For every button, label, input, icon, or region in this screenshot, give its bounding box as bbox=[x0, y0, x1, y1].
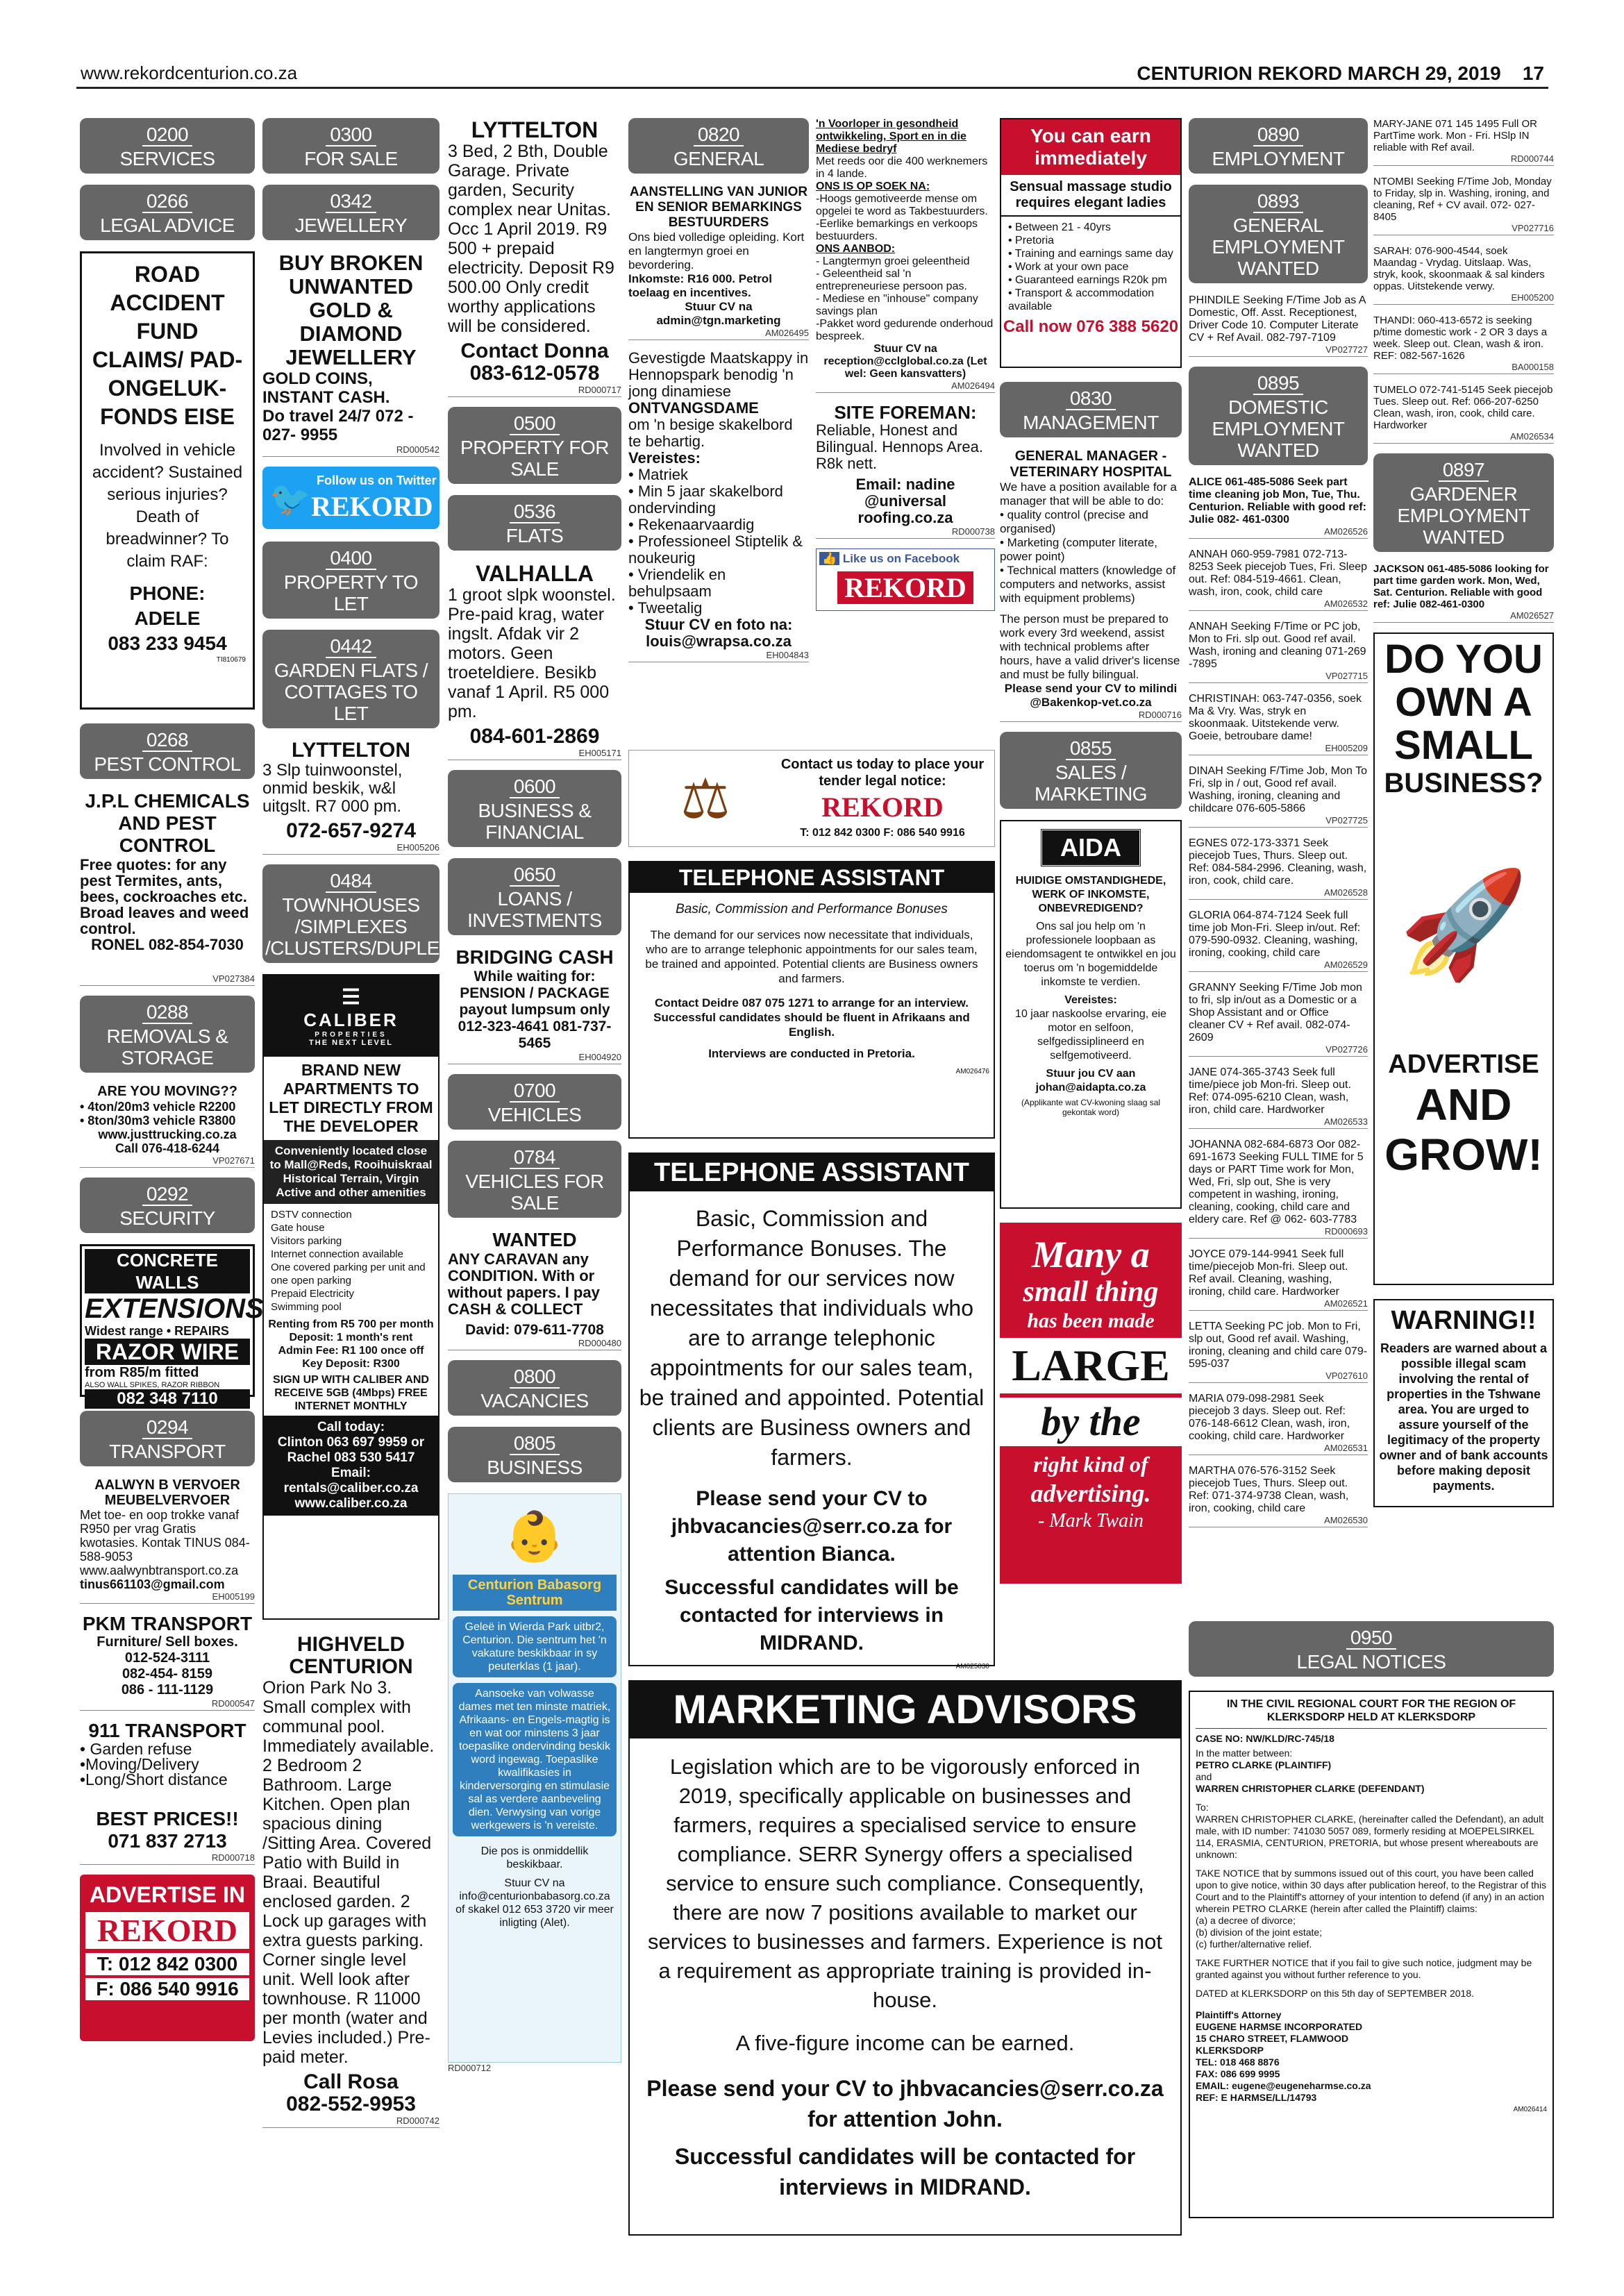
small-business-ad: DO YOU OWN A SMALL BUSINESS? 🚀 ADVERTISE AND GROW! bbox=[1373, 632, 1554, 1285]
category-townhouses: 0484 TOWNHOUSES /SIMPLEXES /CLUSTERS/DUPLEXES bbox=[262, 864, 440, 963]
column-8: MARY-JANE 071 145 1495 Full OR PartTime work. Mon - Fri. HSlp IN reliable with Ref avail. RD000744 NTOMBI Seeking F/Time Job, Monday to Friday, slp in. Washing, ironing, and cleaning, Ref + CV avail. 072- 027-8405 VP027716 SARAH: 076-900-4544, soek Maandag - Vrydag. Uitslaap. Was, stryk, kook, skoonmaak & sal kinders oppas. Uitstekende verwy. EH005200 THANDI: 060-413-6572 is seeking p/time domestic work - 2 OR 3 days a week. Sleep out. Clean, wash & iron. REF: 082-567-1626 BA000158 TUMELO 072-741-5145 Seek piecejob Tues. Sleep out. Ref: 066-207-6250 Clean, wash, iron, cook, child care. Hardworker AM026534 0897 GARDENER EMPLOYMENT WANTED JACKSON 061-485-5086 looking for part time garden work. Mon, Wed, Sat. Centurion. Reliable with good ref: Julie 082-461-0300 AM026527 DO YOU OWN A SMALL BUSINESS? 🚀 ADVERTISE AND GROW! WARNING!! Readers are warned about a possible illegal scam involving the rental of properties in the Tshwane area. You are urged to assure yourself of the legitimacy of the property owner and of bank accounts before making deposit payments. bbox=[1373, 118, 1554, 1521]
aida-logo: AIDA bbox=[1040, 828, 1141, 867]
facebook-like-ad[interactable]: 👍 Like us on Facebook REKORD bbox=[816, 548, 995, 611]
babasorg-ad: 👶 Centurion Babasorg Sentrum Geleë in Wierda Park uitbr2, Centurion. Die sentrum het 'n vakature beskikbaar in sy peuterklas (1 jaar). Aansoeke van volwasse dames met ten minste matriek, Afrikaans- en Engels-magtig is en wat oor minstens 3 jaar toepaslike ondervinding beskik word ingewag. Toepaslike kwalifikasies in kinderversorging en stimulasie sal as verdere aanbeveling dien. Verwysing van vorige werkgewers is 'n vereiste. Die pos is onmiddellik beskikbaar. Stuur CV na info@centurionbabasorg.co.za of skakel 012 653 3720 vir meer inligting (Alet). bbox=[448, 1493, 621, 2063]
category-business-financial: 0600 BUSINESS & FINANCIAL bbox=[448, 770, 621, 847]
site-url[interactable]: www.rekordcenturion.co.za bbox=[81, 62, 298, 83]
caliber-email[interactable]: Email: rentals@caliber.co.za www.caliber.co.za bbox=[283, 1466, 419, 1511]
businessman-rocket-icon: 🚀 bbox=[1398, 866, 1529, 982]
category-jewellery: 0342 JEWELLERY bbox=[262, 185, 440, 240]
aida-ad: AIDA HUIDIGE OMSTANDIGHEDE, WERK OF INKOMSTE, ONBEVREDIGEND? Ons sal jou help om 'n professionele loopbaan as eiendomsagent te ontwikkel en jou toerus om 'n bogemiddelde inkomste te verdien. Vereistes: 10 jaar naskoolse ervaring, eie motor en selfoon, selfgedissiplineerd en selfgemotiveerd. Stuur jou CV aan johan@aidapta.co.za (Applikante wat CV-kwoning slaag sal gekontak word) bbox=[1000, 820, 1182, 1209]
raf-phone[interactable]: 083 233 9454 bbox=[108, 632, 227, 654]
caliber-logo-icon: ☰ bbox=[342, 986, 360, 1009]
category-legal-notices: 0950 LEGAL NOTICES bbox=[1189, 1621, 1554, 1677]
category-flats: 0536 FLATS bbox=[448, 495, 621, 551]
court-notice: IN THE CIVIL REGIONAL COURT FOR THE REGION OF KLERKSDORP HELD AT KLERKSDORP CASE NO: NW/KLD/RC-745/18 In the matter between: PETRO CLARKE (PLAINTIFF) and WARREN CHRISTOPHER CLARKE (DEFENDANT) To: WARREN CHRISTOPHER CLARKE, (hereinafter called the Defendant), an adult male, with ID number: 741030 5057 089, formerly residing at MOEPELSIRKEL 114, ERASMIA, CENTURION, PRETORIA, but whose present whereabouts are unknown: TAKE NOTICE that by summons issued out of this court, you have been called upon to give notice, within 30 days after publication hereof, to the Registrar of this Court and to the Plaintiff's attorney of your intention to defend (if any) in an action wherein PETRO CLARKE (herein after called the Plaintiff) claims: (a) a decree of divorce; (b) division of the joint estate; (c) further/alternative relief. TAKE FURTHER NOTICE that if you fail to give such notice, judgment may be granted against you without further reference to you. DATED at KLERKSDORP on this 5th day of SEPTEMBER 2018. Plaintiff's Attorney EUGENE HARMSE INCORPORATED 15 CHARO STREET, FLAMWOOD KLERKSDORP TEL: 018 468 8876 FAX: 086 699 9995 EMAIL: eugene@eugeneharmse.co.za REF: E HARMSE/LL/14793 AM026414 bbox=[1189, 1691, 1554, 2218]
massage-studio-ad: You can earn immediately Sensual massage studio requires elegant ladies • Between 21 - 40yrs • Pretoria • Training and earnings same day • Work at your own pace • Guaranteed earnings R20k pm • Transport & accommodation available Call now 076 388 5620 bbox=[1000, 118, 1182, 368]
category-general-employment-wanted: 0893 GENERAL EMPLOYMENT WANTED bbox=[1189, 185, 1368, 283]
column-6: You can earn immediately Sensual massage studio requires elegant ladies • Between 21 - 40yrs • Pretoria • Training and earnings same day • Work at your own pace • Guaranteed earnings R20k pm • Transport & accommodation available Call now 076 388 5620 0830 MANAGEMENT GENERAL MANAGER - VETERINARY HOSPITAL We have a position available for a manager that will be able to do: • quality control (precise and organised) • Marketing (computer literate, power point) • Technical matters (knowledge of computers and networks, assist with equipment problems) The person must be prepared to work every 3rd weekend, assist with technical problems after hours, have a valid driver's license and must be fully bilingual. Please send your CV to milindi @Bakenkop-vet.co.za RD000716 0855 SALES / MARKETING AIDA HUIDIGE OMSTANDIGHEDE, WERK OF INKOMSTE, ONBEVREDIGEND? Ons sal jou help om 'n professionele loopbaan as eiendomsagent te ontwikkel en jou toerus om 'n bogemiddelde inkomste te verdien. Vereistes: 10 jaar naskoolse ervaring, eie motor en selfoon, selfgedissiplineerd en selfgemotiveerd. Stuur jou CV aan johan@aidapta.co.za (Applikante wat CV-kwoning slaag sal gekontak word) Many a small thing has been made LARGE by the right kind of advertising. - Mark Twain bbox=[1000, 118, 1182, 1584]
twitter-bird-icon: 🐦 bbox=[269, 481, 311, 518]
category-domestic-employment-wanted: 0895 DOMESTIC EMPLOYMENT WANTED bbox=[1189, 367, 1368, 465]
marketing-advisors-ad: MARKETING ADVISORS Legislation which are to be vigorously enforced in 2019, specifically applicable on businesses and farmers, requires a specialised service to ensure compliance. SERR Synergy offers a specialised service to ensure such compliance. Consequently, there are now 7 positions available to market our services to businesses and farmers. Experience is not a requirement as appropriate training is provided in-house. A five-figure income can be earned. Please send your CV to jhbvacancies@serr.co.za for attention John. Successful candidates will be contacted for interviews in MIDRAND. bbox=[628, 1680, 1182, 2236]
category-gardener-employment-wanted: 0897 GARDENER EMPLOYMENT WANTED bbox=[1373, 453, 1554, 552]
raf-ad: ROAD ACCIDENT FUND CLAIMS/ PAD-ONGELUK-FONDS EISE Involved in vehicle accident? Sustained serious injuries? Death of breadwinner? To claim RAF: PHONE: ADELE 083 233 9454 TI810679 bbox=[80, 251, 255, 710]
category-removals: 0288 REMOVALS & STORAGE bbox=[80, 996, 255, 1073]
razor-phone[interactable]: 082 348 7110 bbox=[85, 1389, 250, 1409]
category-garden-flats: 0442 GARDEN FLATS / COTTAGES TO LET bbox=[262, 630, 440, 728]
category-sales-marketing: 0855 SALES / MARKETING bbox=[1000, 732, 1182, 809]
razor-wire-ad: CONCRETE WALLS EXTENSIONS Widest range • REPAIRS RAZOR WIRE from R85/m fitted ALSO WALL SPIKES, RAZOR RIBBON 082 348 7110 bbox=[80, 1244, 255, 1397]
warning-notice: WARNING!! Readers are warned about a possible illegal scam involving the rental of properties in the Tshwane area. You are urged to assure yourself of the legitimacy of the property owner and of bank accounts before making deposit payments. bbox=[1373, 1299, 1554, 1507]
category-security: 0292 SECURITY bbox=[80, 1178, 255, 1233]
page-header bbox=[76, 61, 1548, 89]
category-vehicles-for-sale: 0784 VEHICLES FOR SALE bbox=[448, 1141, 621, 1218]
column-4: 0820 GENERAL AANSTELLING VAN JUNIOR EN SENIOR BEMARKINGS BESTUURDERS Ons bied volledige opleiding. Kort en langtermyn groei en bevordering. Inkomste: R16 000. Petrol toelaag en incentives. Stuur CV na admin@tgn.marketing AM026495 Gevestigde Maatskappy in Hennopspark benodig 'n jong dinamiese ONTVANGSDAME om 'n besige skakelbord te behartig. Vereistes: • Matriek • Min 5 jaar skakelbord ondervinding • Rekenaarvaardig • Professioneel Stiptelik & noukeurig • Vriendelik en behulpsaam • Tweetalig Stuur CV en foto na: louis@wrapsa.co.za EH004843 bbox=[628, 118, 809, 672]
column-5: 'n Voorloper in gesondheid ontwikkeling, Sport en in die Mediese bedryf Met reeds oor die 400 werknemers in 4 lande. ONS IS OP SOEK NA: -Hoogs gemotiveerde mense om opgelei te word as Takbestuurders. -Eerlike bemarkings en verkoops bestuurders. ONS AANBOD: - Langtermyn groei geleentheid - Geleentheid sal 'n entrepreneuriese persoon pas. - Mediese en "inhouse" company savings plan -Pakket word gedurende onderhoud bespreek. Stuur CV na reception@cclglobal.co.za (Let wel: Geen kansvatters) AM026494 SITE FOREMAN: Reliable, Honest and Bilingual. Hennops Area. R8k nett. Email: nadine @universal roofing.co.za RD000738 👍 Like us on Facebook REKORD bbox=[816, 118, 995, 611]
category-management: 0830 MANAGEMENT bbox=[1000, 382, 1182, 437]
category-vacancies: 0800 VACANCIES bbox=[448, 1360, 621, 1416]
telephone-assistant-ad-1: TELEPHONE ASSISTANT Basic, Commission and Performance Bonuses The demand for our services now necessitate that individuals, who are to arrange telephonic appointments for our sales team, be trained and appointed. Potential clients are Business owners and farmers. Contact Deidre 087 075 1271 to arrange for an interview. Successful candidates should be fluent in Afrikaans and English. Interviews are conducted in Pretoria. AM026476 bbox=[628, 861, 995, 1139]
gavel-icon: ⚖ bbox=[680, 768, 730, 830]
category-vehicles: 0700 VEHICLES bbox=[448, 1074, 621, 1130]
masthead: CENTURION REKORD MARCH 29, 2019 17 bbox=[1137, 62, 1544, 84]
category-property-for-sale: 0500 PROPERTY FOR SALE bbox=[448, 407, 621, 484]
category-business: 0805 BUSINESS bbox=[448, 1427, 621, 1482]
twitter-follow-ad[interactable]: 🐦 Follow us on Twitter REKORD bbox=[262, 467, 440, 529]
mark-twain-ad: Many a small thing has been made LARGE by the right kind of advertising. - Mark Twain bbox=[1000, 1223, 1182, 1584]
baby-hands-icon: 👶 bbox=[504, 1509, 565, 1564]
column-7: 0890 EMPLOYMENT 0893 GENERAL EMPLOYMENT WANTED PHINDILE Seeking F/Time Job as A Domestic, Off. Asst. Receptionest, Driver Code 10. Computer Literate CV + Ref Avail. 082-797-7109 VP027727 0895 DOMESTIC EMPLOYMENT WANTED ALICE 061-485-5086 Seek part time cleaning job Mon, Tue, Thu. Centurion. Reliable with good ref: Julie 082- 461-0300 AM026526 ANNAH 060-959-7981 072-713-8253 Seek piecejob Tues, Fri. Sleep out. Ref: 084-519-4661. Clean, wash, iron, cook, child care AM026532 ANNAH Seeking F/Time or PC job, Mon to Fri. slp out. Good ref avail. Wash, ironing and cleaning 071-269 -7895 VP027715 CHRISTINAH: 063-747-0356, soek Ma & Vry. Was, stryk en skoonmaak. Uitstekende verw. Goeie, betroubare dame! EH005209 DINAH Seeking F/Time Job, Mon To Fri, slp in / out, Good ref avail. Washing, ironing, cleaning and childcare 076-605-5866 VP027725 EGNES 072-173-3371 Seek piecejob Tues, Thurs. Sleep out. Ref: 084-584-2996. Cleaning, wash, iron, cook, child care. AM026528 GLORIA 064-874-7124 Seek full time job Mon-Fri. Sleep in/out. Ref: 079-590-0932. Cleaning, washing, ironing, cooking, child care AM026529 GRANNY Seeking F/Time Job mon to fri, slp in/out as a Domestic or a Shop Assistant and or Office cleaner CV + Ref avail. 082-074-2609 VP027726 JANE 074-365-3743 Seek full time/piece job Mon-fri. Sleep out. Ref: 074-095-6210 Clean, wash, iron, child care. Hardworker AM026533 JOHANNA 082-684-6873 Oor 082-691-1673 Seeking FULL TIME for 5 days or PART Time work for Mon, Wed, Fri, slp out, She is very competent in washing, ironing, cleaning, cooking, child care and eldery care. Ref @ 062- 603-7783 RD000693 JOYCE 079-144-9941 Seek full time/piecejob Mon-fri. Sleep out. Ref avail. Cleaning, washing, ironing, child care. Hardworker AM026521 LETTA Seeking PC job. Mon to Fri, slp out, Good ref avail. Washing, ironing, cleaning and child care 079- 595-037 VP027610 MARIA 079-098-2981 Seek piecejob 3 days. Sleep out. Ref: 076-148-6612 Clean, wash, iron, cooking, child care. Hardworker AM026531 MARTHA 076-576-3152 Seek piecejob Tues, Thurs. Sleep out. Ref: 071-374-9738 Clean, wash, iron, cooking, child care AM026530 bbox=[1189, 118, 1368, 1537]
column-1: 0200 SERVICES 0266 LEGAL ADVICE ROAD ACCIDENT FUND CLAIMS/ PAD-ONGELUK-FONDS EISE Involved in vehicle accident? Sustained serious injuries? Death of breadwinner? To claim RAF: PHONE: ADELE 083 233 9454 TI810679 0268 PEST CONTROL J.P.L CHEMICALS AND PEST CONTROL Free quotes: for any pest Termites, ants, bees, cockroaches etc. Broad leaves and weed control. RONEL 082-854-7030 VP027384 0288 REMOVALS & STORAGE ARE YOU MOVING?? • 4ton/20m3 vehicle R2200 • 8ton/30m3 vehicle R3800 www.justtrucking.co.za Call 076-418-6244 VP027671 0292 SECURITY CONCRETE WALLS EXTENSIONS Widest range • REPAIRS RAZOR WIRE from R85/m fitted ALSO WALL SPIKES, RAZOR RIBBON 082 348 7110 0294 TRANSPORT AALWYN B VERVOER MEUBELVERVOER Met toe- en oop trokke vanaf R950 per vrag Gratis kwotasies. Kontak TINUS 084-588-9053 www.aalwynbtransport.co.za tinus661103@gmail.com EH005199 PKM TRANSPORT Furniture/ Sell boxes. 012-524-3111 082-454- 8159 086 - 111-1129 RD000547 911 TRANSPORT • Garden refuse •Moving/Delivery •Long/Short distance BEST PRICES!! 071 837 2713 RD000718 ADVERTISE IN REKORD T: 012 842 0300 F: 086 540 9916 bbox=[80, 118, 255, 2041]
thumbs-up-icon: 👍 bbox=[819, 552, 839, 565]
category-for-sale: 0300 FOR SALE bbox=[262, 118, 440, 174]
category-general: 0820 GENERAL bbox=[628, 118, 809, 174]
telephone-assistant-ad-2: TELEPHONE ASSISTANT Basic, Commission and Performance Bonuses. The demand for our services now necessitates that individuals who are to arrange telephonic appointments for our sales team, be trained and appointed. Potential clients are Business owners and farmers. Please send your CV to jhbvacancies@serr.co.za for attention Bianca. Successful candidates will be contacted for interviews in MIDRAND. AM025030 bbox=[628, 1153, 995, 1666]
category-services: 0200 SERVICES bbox=[80, 118, 255, 174]
column-3: LYTTELTON 3 Bed, 2 Bth, Double Garage. Private garden, Security complex near Unitas. Occ 1 April 2019. R9 500 + prepaid electricity. Deposit R9 500.00 Only credit worthy applications will be considered. Contact Donna 083-612-0578 RD000717 0500 PROPERTY FOR SALE 0536 FLATS VALHALLA 1 groot slpk woonstel. Pre-paid krag, water ingslt. Afdak vir 2 motors. Geen troeteldiere. Besikb vanaf 1 April. R5 000 pm. 084-601-2869 EH005171 0600 BUSINESS & FINANCIAL 0650 LOANS / INVESTMENTS BRIDGING CASH While waiting for: PENSION / PACKAGE payout lumpsum only 012-323-4641 081-737-5465 EH004920 0700 VEHICLES 0784 VEHICLES FOR SALE WANTED ANY CARAVAN any CONDITION. With or without papers. I pay CASH & COLLECT David: 079-611-7708 RD000480 0800 VACANCIES 0805 BUSINESS 👶 Centurion Babasorg Sentrum Geleë in Wierda Park uitbr2, Centurion. Die sentrum het 'n vakature beskikbaar in sy peuterklas (1 jaar). Aansoeke van volwasse dames met ten minste matriek, Afrikaans- en Engels-magtig is en wat oor minstens 3 jaar toepaslike ondervinding beskik word ingewag. Toepaslike kwalifikasies in kinderversorging en stimulasie sal as verdere aanbeveling dien. Verwysing van vorige werkgewers is 'n vereiste. Die pos is onmiddellik beskikbaar. Stuur CV na info@centurionbabasorg.co.za of skakel 012 653 3720 vir meer inligting (Alet). RD000712 bbox=[448, 117, 621, 2073]
category-loans: 0650 LOANS / INVESTMENTS bbox=[448, 858, 621, 935]
category-pest-control: 0268 PEST CONTROL bbox=[80, 723, 255, 779]
category-transport: 0294 TRANSPORT bbox=[80, 1411, 255, 1466]
page-number: 17 bbox=[1522, 62, 1544, 84]
category-employment: 0890 EMPLOYMENT bbox=[1189, 118, 1368, 174]
category-property-to-let: 0400 PROPERTY TO LET bbox=[262, 542, 440, 619]
category-legal-advice: 0266 LEGAL ADVICE bbox=[80, 185, 255, 240]
advertise-in-rekord-ad: ADVERTISE IN REKORD T: 012 842 0300 F: 086 540 9916 bbox=[80, 1875, 255, 2041]
tender-notice-ad: ⚖ Contact us today to place your tender legal notice: REKORD T: 012 842 0300 F: 086 540 9916 bbox=[628, 750, 995, 847]
column-2: 0300 FOR SALE 0342 JEWELLERY BUY BROKEN UNWANTED GOLD & DIAMOND JEWELLERY GOLD COINS, INSTANT CASH. Do travel 24/7 072 - 027- 9955 RD000542 🐦 Follow us on Twitter REKORD 0400 PROPERTY TO LET 0442 GARDEN FLATS / COTTAGES TO LET LYTTELTON 3 Slp tuinwoonstel, onmid beskik, w&l uitgslt. R7 000 pm. 072-657-9274 EH005206 0484 TOWNHOUSES /SIMPLEXES /CLUSTERS/DUPLEXES ☰ CALIBER PROPERTIES THE NEXT LEVEL BRAND NEW APARTMENTS TO LET DIRECTLY FROM THE DEVELOPER Conveniently located close to Mall@Reds, Rooihuiskraal Historical Terrain, Virgin Active and other amenities DSTV connection Gate house Visitors parking Internet connection available One covered parking per unit and one open parking Prepaid Electricity Swimming pool Renting from R5 700 per month Deposit: 1 month's rent Admin Fee: R1 100 once off Key Deposit: R300 SIGN UP WITH CALIBER AND RECEIVE 5GB (4Mbps) FREE INTERNET MONTHLY Call today: Clinton 063 697 9959 or Rachel 083 530 5417 Email: rentals@caliber.co.za www.caliber.co.za HIGHVELD CENTURION Orion Park No 3. Small complex with communal pool. Immediately available. 2 Bedroom 2 Bathroom. Large Kitchen. Open plan spacious dining /Sitting Area. Covered Patio with Build in Braai. Beautiful enclosed garden. 2 Lock up garages with extra guests parking. Corner single level unit. Well look after townhouse. R 11000 per month (water and Levies included.) Pre-paid meter. Call Rosa 082-552-9953 RD000742 bbox=[262, 118, 440, 2138]
legal-notices-section bbox=[1189, 1621, 1554, 2232]
caliber-ad: ☰ CALIBER PROPERTIES THE NEXT LEVEL BRAND NEW APARTMENTS TO LET DIRECTLY FROM THE DEVELOPER Conveniently located close to Mall@Reds, Rooihuiskraal Historical Terrain, Virgin Active and other amenities DSTV connection Gate house Visitors parking Internet connection available One covered parking per unit and one open parking Prepaid Electricity Swimming pool Renting from R5 700 per month Deposit: 1 month's rent Admin Fee: R1 100 once off Key Deposit: R300 SIGN UP WITH CALIBER AND RECEIVE 5GB (4Mbps) FREE INTERNET MONTHLY Call today: Clinton 063 697 9959 or Rachel 083 530 5417 Email: rentals@caliber.co.za www.caliber.co.za bbox=[262, 974, 440, 1620]
